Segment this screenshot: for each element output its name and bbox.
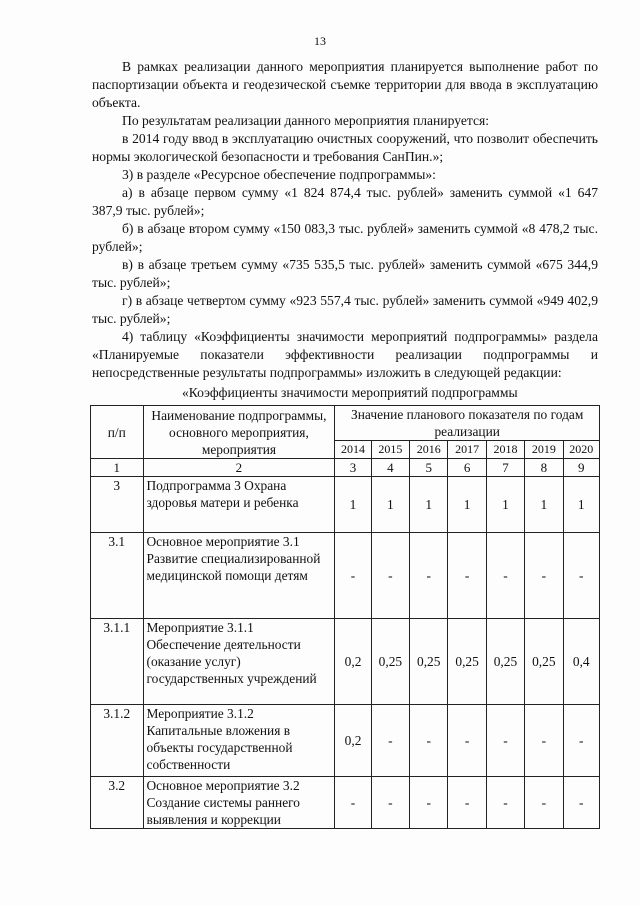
year-cell: 2020: [563, 441, 600, 459]
value-cell: -: [371, 705, 409, 777]
year-cell: 2014: [335, 441, 371, 459]
value-cell: 1: [410, 477, 448, 533]
document-body: [92, 58, 598, 402]
paragraph: 3) в разделе «Ресурсное обеспечение подпрограммы»:: [122, 167, 436, 182]
year-cell: 2015: [371, 441, 409, 459]
table-row: [91, 777, 600, 829]
table-title: «Коэффициенты значимости мероприятий подпрограммы: [182, 385, 518, 400]
row-number: 3.1: [91, 533, 144, 619]
row-number: 3.1.2: [91, 705, 144, 777]
value-cell: -: [563, 705, 600, 777]
row-number: 3: [91, 477, 144, 533]
value-cell: -: [371, 777, 409, 829]
value-cell: -: [371, 533, 409, 619]
value-cell: 0,2: [335, 619, 371, 705]
year-cell: 2016: [410, 441, 448, 459]
value-cell: -: [410, 533, 448, 619]
paragraph: В рамках реализации данного мероприятия планируется выполнение работ по паспортизации объекта и геодезической съемке территории для ввода в эксплуатацию объекта.: [92, 59, 598, 110]
value-cell: 0,25: [525, 619, 563, 705]
row-number: 3.2: [91, 777, 144, 829]
table-row: [91, 705, 600, 777]
table-row: [91, 533, 600, 619]
table-row: [91, 477, 600, 533]
paragraph: а) в абзаце первом сумму «1 824 874,4 тыс. рублей» заменить суммой «1 647 387,9 тыс. рублей»;: [92, 185, 598, 218]
coefficients-table: [90, 405, 600, 829]
table-row: [91, 619, 600, 705]
value-cell: 0,25: [371, 619, 409, 705]
value-cell: -: [486, 533, 524, 619]
page-number: 13: [314, 34, 326, 48]
year-cell: 2019: [525, 441, 563, 459]
header-num: п/п: [91, 406, 144, 459]
coefficients-table-wrapper: [90, 405, 600, 829]
value-cell: 0,2: [335, 705, 371, 777]
table-header-row: [91, 406, 600, 441]
value-cell: -: [448, 533, 486, 619]
index-cell: 1: [91, 459, 144, 477]
value-cell: -: [335, 533, 371, 619]
value-cell: 1: [486, 477, 524, 533]
index-cell: 7: [486, 459, 524, 477]
value-cell: 1: [371, 477, 409, 533]
index-cell: 4: [371, 459, 409, 477]
index-cell: 3: [335, 459, 371, 477]
paragraph: б) в абзаце втором сумму «150 083,3 тыс. рублей» заменить суммой «8 478,2 тыс. рублей»;: [92, 221, 598, 254]
value-cell: 1: [335, 477, 371, 533]
year-cell: 2018: [486, 441, 524, 459]
table-index-row: [91, 459, 600, 477]
value-cell: 1: [525, 477, 563, 533]
paragraph: 4) таблицу «Коэффициенты значимости мероприятий подпрограммы» раздела «Планируемые показатели эффективности реализации подпрограммы и непосредственные результаты подпрограммы» изложить в следующей редакции:: [92, 329, 598, 380]
index-cell: 8: [525, 459, 563, 477]
value-cell: 0,25: [448, 619, 486, 705]
value-cell: -: [410, 777, 448, 829]
value-cell: -: [486, 705, 524, 777]
row-name: Основное мероприятие 3.1 Развитие специализированной медицинской помощи детям: [143, 533, 335, 619]
value-cell: -: [563, 533, 600, 619]
paragraph: По результатам реализации данного мероприятия планируется:: [122, 113, 490, 128]
year-cell: 2017: [448, 441, 486, 459]
value-cell: -: [448, 777, 486, 829]
index-cell: 9: [563, 459, 600, 477]
value-cell: -: [525, 777, 563, 829]
index-cell: 6: [448, 459, 486, 477]
row-number: 3.1.1: [91, 619, 144, 705]
row-name: Мероприятие 3.1.1 Обеспечение деятельности (оказание услуг) государственных учреждений: [143, 619, 335, 705]
value-cell: 0,4: [563, 619, 600, 705]
row-name: Основное мероприятие 3.2 Создание системы раннего выявления и коррекции: [143, 777, 335, 829]
value-cell: -: [525, 533, 563, 619]
value-cell: 1: [448, 477, 486, 533]
paragraph: в) в абзаце третьем сумму «735 535,5 тыс. рублей» заменить суммой «675 344,9 тыс. рублей»;: [92, 257, 598, 290]
value-cell: -: [525, 705, 563, 777]
header-name: Наименование подпрограммы, основного мероприятия, мероприятия: [143, 406, 335, 459]
value-cell: 0,25: [410, 619, 448, 705]
header-values: Значение планового показателя по годам реализации: [335, 406, 600, 441]
row-name: Подпрограмма 3 Охрана здоровья матери и ребенка: [143, 477, 335, 533]
value-cell: -: [563, 777, 600, 829]
value-cell: -: [335, 777, 371, 829]
paragraph: в 2014 году ввод в эксплуатацию очистных сооружений, что позволит обеспечить нормы экологической безопасности и требования СанПин.»;: [92, 131, 598, 164]
index-cell: 2: [143, 459, 335, 477]
value-cell: -: [410, 705, 448, 777]
value-cell: -: [448, 705, 486, 777]
paragraph: г) в абзаце четвертом сумму «923 557,4 тыс. рублей» заменить суммой «949 402,9 тыс. рублей»;: [92, 293, 598, 326]
value-cell: 0,25: [486, 619, 524, 705]
index-cell: 5: [410, 459, 448, 477]
value-cell: 1: [563, 477, 600, 533]
row-name: Мероприятие 3.1.2 Капитальные вложения в объекты государственной собственности: [143, 705, 335, 777]
value-cell: -: [486, 777, 524, 829]
